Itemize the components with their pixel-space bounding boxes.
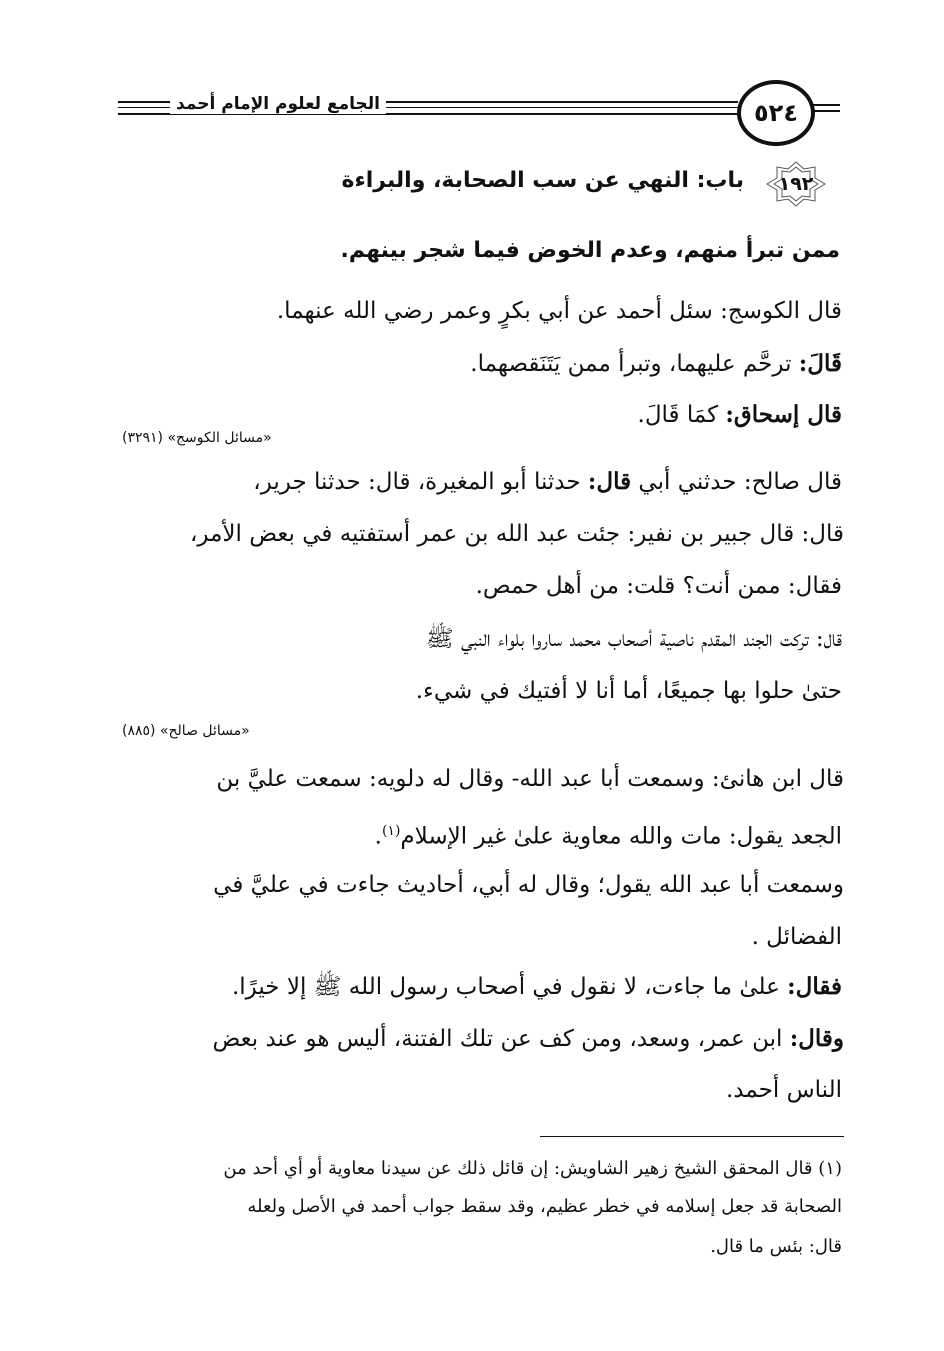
body-line: قال صالح: حدثني أبي قال: حدثنا أبو المغيرة، قال: حدثنا جرير، — [253, 468, 842, 495]
speaker-label: وقال: — [789, 1025, 844, 1052]
running-title: الجامع لعلوم الإمام أحمد — [170, 94, 386, 114]
body-line: وسمعت أبا عبد الله يقول؛ وقال له أبي، أحاديث جاءت في عليَّ في — [213, 872, 844, 898]
footnote-separator — [540, 1136, 844, 1137]
body-line: قال: قال جبير بن نفير: جئت عبد الله بن عمر أستفتيه في بعض الأمر، — [189, 521, 844, 547]
footnote-ref[interactable]: (١) — [381, 823, 401, 839]
body-line: فقال: علىٰ ما جاءت، لا نقول في أصحاب رسول الله ﷺ إلا خيرًا. — [231, 973, 842, 1000]
footnote-line: الصحابة قد جعل إسلامه في خطر عظيم، وقد سقط جواب أحمد في الأصل ولعله — [247, 1196, 842, 1217]
source-citation: «مسائل الكوسج» (٣٢٩١) — [122, 430, 272, 446]
source-citation: «مسائل صالح» (٨٨٥) — [122, 723, 250, 739]
chapter-heading-line2: ممن تبرأ منهم، وعدم الخوض فيما شجر بينهم. — [340, 238, 840, 263]
body-line: حتىٰ حلوا بها جميعًا، أما أنا لا أفتيك في شيء. — [415, 678, 842, 704]
page-number-badge — [737, 80, 815, 146]
body-line: الفضائل . — [751, 924, 842, 950]
speaker-label: فقال: — [787, 973, 842, 1000]
body-line: قال الكوسج: سئل أحمد عن أبي بكرٍ وعمر رضي الله عنهما. — [276, 298, 842, 324]
body-line: قَالَ: ترحَّم عليهما، وتبرأ ممن يَتَنَقصهما. — [470, 350, 842, 377]
body-line: قال ابن هانئ: وسمعت أبا عبد الله- وقال له دلويه: سمعت عليَّ بن — [216, 766, 844, 792]
body-line: وقال: ابن عمر، وسعد، ومن كف عن تلك الفتنة، أليس هو عند بعض — [212, 1025, 844, 1052]
chapter-number-ornament — [763, 160, 829, 208]
body-line: قال: تركت الجند المقدم ناصية أصحاب محمد ساروا بلواء النبي ﷺ — [425, 626, 842, 652]
speaker-label: قَالَ: — [798, 350, 842, 377]
body-line: فقال: ممن أنت؟ قلت: من أهل حمص. — [475, 573, 842, 599]
chapter-number: ١٩٢ — [778, 173, 814, 195]
footnote-line: قال: بئس ما قال. — [710, 1236, 842, 1257]
chapter-heading-line1: باب: النهي عن سب الصحابة، والبراءة — [341, 168, 744, 193]
speaker-label: قال إسحاق: — [725, 401, 842, 428]
body-line: قال إسحاق: كمَا قَالَ. — [637, 401, 842, 428]
page-number: ٥٢٤ — [754, 99, 798, 127]
body-line: الجعد يقول: مات والله معاوية علىٰ غير الإسلام$^{(١)}$. — [374, 823, 842, 850]
footnote-line: (١) قال المحقق الشيخ زهير الشاويش: إن قائل ذلك عن سيدنا معاوية أو أي أحد من — [223, 1158, 842, 1179]
body-line: الناس أحمد. — [725, 1077, 842, 1103]
speaker-label: قال: — [587, 468, 632, 495]
